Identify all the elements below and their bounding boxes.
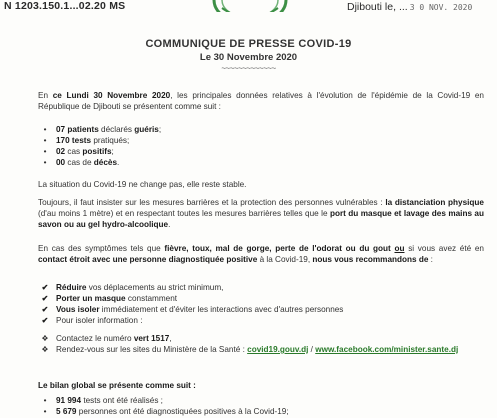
recommendations-list (38, 282, 343, 326)
list-item: • 00 cas de décès. (43, 158, 120, 167)
list-item: ✔ Porter un masque constamment (38, 293, 343, 304)
check-icon: ✔ (41, 316, 49, 325)
press-release-title: COMMUNIQUE DE PRESSE COVID-19 (145, 38, 352, 50)
check-icon: ✔ (41, 283, 49, 292)
list-item: ❖ Rendez-vous sur les sites du Ministère de la Santé : covid19.gouv.dj / www.facebook.com/minister.sante.dj (38, 344, 484, 355)
title-ornament: ~~~~~~~~~~~~~ (221, 64, 276, 73)
check-icon: ✔ (41, 294, 49, 303)
press-release-date: Le 30 Novembre 2020 (199, 52, 298, 63)
daily-stats-list (38, 124, 161, 168)
national-emblem (200, 0, 300, 12)
facebook-link[interactable]: www.facebook.com/minister.sante.dj (315, 345, 459, 354)
symptoms-paragraph: En cas des symptômes tels que fièvre, toux, mal de gorge, perte de l'odorat ou du gout ou si vous avez été en contact étroit avec une personne diagnostiquée positive à la Covid-19, nous vous recommandons de : (38, 244, 484, 264)
contact-list (38, 333, 484, 355)
intro-paragraph: En ce Lundi 30 Novembre 2020, les principales données relatives à l'évolution de l'épidémie de la Covid-19 en République de Djibouti se présentent comme suit : (38, 91, 484, 111)
stable-situation-text: La situation du Covid-19 ne change pas, elle reste stable. (38, 180, 247, 189)
list-item: • 07 patients déclarés guéris; (43, 125, 162, 134)
list-item: ✔ Réduire vos déplacements au strict minimum, (38, 282, 343, 293)
barrier-measures-paragraph: Toujours, il faut insister sur les mesures barrières et la protection des personnes vulnérables : la distanciation physique (d'au moins 1 mètre) et en respectant toutes les mesures barrières telles que le port du masque et lavage des mains au savon ou au gel hydro-alcoolique. (38, 198, 484, 229)
list-item: • 91 994 tests ont été réalisés ; (43, 396, 163, 405)
global-stats-list (38, 395, 289, 417)
diamond-bullet-icon: ❖ (41, 334, 49, 343)
list-item: • 170 tests pratiqués; (43, 136, 130, 145)
list-item: • 5 679 personnes ont été diagnostiquées positives à la Covid-19; (43, 407, 289, 416)
diamond-bullet-icon: ❖ (41, 345, 49, 354)
list-item: ❖ Contactez le numéro vert 1517, (38, 333, 484, 344)
list-item: ✔ Pour isoler information : (38, 315, 343, 326)
document-reference: N 1203.150.1...02.20 MS (4, 0, 126, 12)
covid-site-link[interactable]: covid19.gouv.dj (247, 345, 309, 354)
place-date (347, 1, 472, 13)
list-item: ✔ Vous isoler immédiatement et d'éviter les interactions avec d'autres personnes (38, 304, 343, 315)
global-summary-heading: Le bilan global se présente comme suit : (38, 381, 196, 390)
date-stamp: 3 0 NOV. 2020 (409, 3, 473, 12)
check-icon: ✔ (41, 305, 49, 314)
list-item: • 02 cas positifs; (43, 147, 114, 156)
place-date-label: Djibouti le, ... (347, 1, 408, 13)
